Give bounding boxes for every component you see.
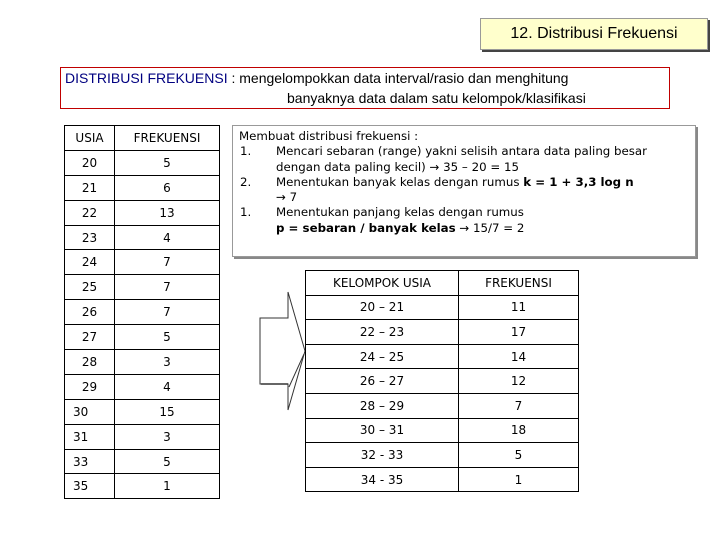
table-row: [306, 467, 579, 492]
frekuensi-cell: 7: [115, 275, 220, 300]
frekuensi-cell: 5: [115, 449, 220, 474]
usia-cell: 24: [65, 250, 115, 275]
frekuensi-cell: 6: [115, 175, 220, 200]
step-1-number: 1.: [240, 144, 252, 159]
definition-box: [60, 67, 670, 109]
usia-cell: 30: [65, 399, 115, 424]
frekuensi-cell: 5: [115, 150, 220, 175]
frekuensi-cell: 12: [459, 369, 579, 394]
table-row: [65, 424, 220, 449]
frekuensi-cell: 5: [115, 325, 220, 350]
frekuensi-cell: 11: [459, 295, 579, 320]
step-1: [239, 144, 695, 175]
step-2-text: Menentukan banyak kelas dengan rumus: [276, 174, 524, 189]
table-header-row: [306, 271, 579, 296]
step-2-result: → 7: [276, 190, 298, 205]
frekuensi-cell: 1: [115, 474, 220, 499]
frekuensi-cell: 4: [115, 374, 220, 399]
usia-cell: 23: [65, 225, 115, 250]
step-3-number: 1.: [240, 205, 252, 220]
steps-intro: Membuat distribusi frekuensi :: [239, 129, 419, 143]
header-frekuensi: FREKUENSI: [115, 126, 220, 151]
kelompok-cell: 24 – 25: [306, 344, 459, 369]
usia-cell: 28: [65, 350, 115, 375]
frekuensi-cell: 14: [459, 344, 579, 369]
usia-cell: 27: [65, 325, 115, 350]
table-row: [306, 369, 579, 394]
usia-cell: 21: [65, 175, 115, 200]
table-row: [306, 320, 579, 345]
table-row: [65, 175, 220, 200]
frekuensi-cell: 18: [459, 418, 579, 443]
usia-cell: 26: [65, 300, 115, 325]
table-row: [65, 250, 220, 275]
step-2-number: 2.: [240, 174, 252, 189]
table-row: [306, 443, 579, 468]
usia-cell: 25: [65, 275, 115, 300]
table-row: [65, 449, 220, 474]
frekuensi-cell: 3: [115, 350, 220, 375]
header-frekuensi: FREKUENSI: [459, 271, 579, 296]
frekuensi-cell: 7: [459, 393, 579, 418]
step-2: [239, 175, 695, 206]
table-row: [65, 399, 220, 424]
frekuensi-cell: 13: [115, 200, 220, 225]
frekuensi-cell: 7: [115, 300, 220, 325]
table-row: [306, 393, 579, 418]
usia-cell: 20: [65, 150, 115, 175]
usia-cell: 31: [65, 424, 115, 449]
kelompok-cell: 30 – 31: [306, 418, 459, 443]
grouped-frequency-table: [305, 270, 579, 492]
step-3-formula-line: [239, 221, 695, 236]
kelompok-cell: 26 – 27: [306, 369, 459, 394]
frekuensi-cell: 5: [459, 443, 579, 468]
table-row: [65, 374, 220, 399]
usia-cell: 22: [65, 200, 115, 225]
frekuensi-cell: 17: [459, 320, 579, 345]
right-arrow-icon: [258, 290, 308, 412]
table-row: [65, 350, 220, 375]
definition-line-1: : mengelompokkan data interval/rasio dan menghitung: [227, 70, 569, 86]
table-row: [65, 200, 220, 225]
kelompok-cell: 34 - 35: [306, 467, 459, 492]
table-row: [306, 418, 579, 443]
usia-cell: 35: [65, 474, 115, 499]
header-kelompok-usia: KELOMPOK USIA: [306, 271, 459, 296]
kelompok-cell: 22 – 23: [306, 320, 459, 345]
usia-cell: 29: [65, 374, 115, 399]
step-3-text: Menentukan panjang kelas dengan rumus: [276, 205, 524, 220]
table-header-row: [65, 126, 220, 151]
frekuensi-cell: 1: [459, 467, 579, 492]
table-row: [65, 150, 220, 175]
definition-term: DISTRIBUSI FREKUENSI: [65, 70, 228, 86]
kelompok-cell: 20 – 21: [306, 295, 459, 320]
frekuensi-cell: 3: [115, 424, 220, 449]
table-row: [306, 295, 579, 320]
step-3-result: → 15/7 = 2: [455, 220, 525, 235]
step-2-formula: k = 1 + 3,3 log n: [523, 174, 634, 189]
frekuensi-cell: 15: [115, 399, 220, 424]
table-row: [65, 225, 220, 250]
table-row: [306, 344, 579, 369]
kelompok-cell: 32 - 33: [306, 443, 459, 468]
step-3-formula: p = sebaran / banyak kelas: [276, 220, 456, 235]
definition-line-2: banyaknya data dalam satu kelompok/klasifikasi: [287, 90, 586, 106]
table-row: [65, 275, 220, 300]
usia-cell: 33: [65, 449, 115, 474]
frekuensi-cell: 4: [115, 225, 220, 250]
kelompok-cell: 28 – 29: [306, 393, 459, 418]
age-frequency-table: [64, 125, 220, 499]
table-row: [65, 325, 220, 350]
steps-box: [232, 125, 696, 257]
table-row: [65, 474, 220, 499]
header-usia: USIA: [65, 126, 115, 151]
step-1-text: Mencari sebaran (range) yakni selisih antara data paling besar dengan data paling kecil) → 35 – 20 = 15: [276, 144, 648, 174]
frekuensi-cell: 7: [115, 250, 220, 275]
slide-title: 12. Distribusi Frekuensi: [480, 18, 708, 50]
step-3: [239, 205, 695, 220]
table-row: [65, 300, 220, 325]
